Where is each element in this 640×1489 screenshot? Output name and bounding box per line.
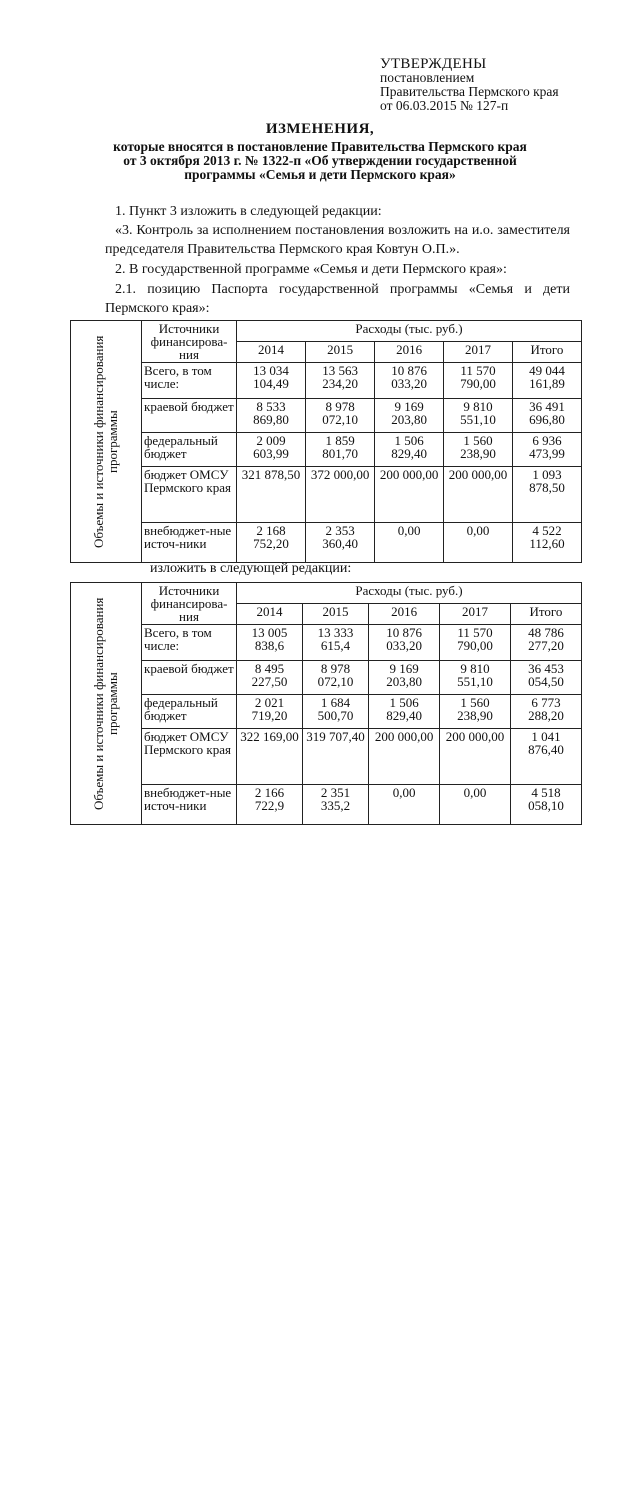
table-row: [71, 433, 582, 467]
value-cell: 0,00: [369, 785, 440, 825]
value-cell: 11 570 790,00: [444, 363, 513, 399]
value-cell: 200 000,00: [440, 729, 511, 785]
side-label-cell: [71, 321, 142, 563]
subtitle-line-2: от 3 октября 2013 г. № 1322-п «Об утверждении государственной: [123, 153, 517, 168]
table-header-row: [71, 321, 582, 342]
source-header: Источники финансирова-ния: [142, 321, 237, 363]
value-cell: 1 093 878,50: [512, 467, 581, 523]
source-cell: федеральный бюджет: [142, 433, 237, 467]
value-cell: 36 453 054,50: [510, 661, 581, 695]
value-cell: 1 041 876,40: [510, 729, 581, 785]
value-cell: 0,00: [444, 523, 513, 563]
value-cell: 36 491 696,80: [512, 399, 581, 433]
side-label: Объемы и источники финансирования программы: [91, 597, 120, 810]
caption: изложить в следующей редакции:: [150, 561, 352, 576]
subtitle-line-3: программы «Семья и дети Пермского края»: [184, 167, 456, 182]
finance-table-new: [70, 582, 582, 825]
paragraph-1: 1. Пункт 3 изложить в следующей редакции:: [115, 204, 382, 219]
value-cell: 4 522 112,60: [512, 523, 581, 563]
source-cell: бюджет ОМСУ Пермского края: [142, 467, 237, 523]
value-cell: 8 978 072,10: [306, 399, 375, 433]
table-row: [71, 661, 582, 695]
table-row: [71, 523, 582, 563]
year-header: 2014: [237, 342, 306, 363]
value-cell: 2 168 752,20: [237, 523, 306, 563]
table-row: [71, 729, 582, 785]
source-cell: Всего, в том числе:: [142, 625, 237, 661]
value-cell: 1 506 829,40: [375, 433, 444, 467]
value-cell: 1 684 500,70: [303, 695, 369, 729]
value-cell: 319 707,40: [303, 729, 369, 785]
table-row: [71, 625, 582, 661]
value-cell: 48 786 277,20: [510, 625, 581, 661]
value-cell: 6 773 288,20: [510, 695, 581, 729]
value-cell: 8 978 072,10: [303, 661, 369, 695]
value-cell: 10 876 033,20: [375, 363, 444, 399]
value-cell: 2 009 603,99: [237, 433, 306, 467]
table-row: [71, 467, 582, 523]
value-cell: 9 810 551,10: [444, 399, 513, 433]
side-label: Объемы и источники финансирования программы: [91, 335, 120, 548]
source-cell: краевой бюджет: [142, 399, 237, 433]
value-cell: 8 533 869,80: [237, 399, 306, 433]
source-cell: краевой бюджет: [142, 661, 237, 695]
value-cell: 11 570 790,00: [440, 625, 511, 661]
table-row: [71, 399, 582, 433]
approved-line-3: от 06.03.2015 № 127-п: [380, 98, 509, 113]
value-cell: 321 878,50: [237, 467, 306, 523]
year-header: 2014: [237, 604, 303, 625]
year-header: 2017: [440, 604, 511, 625]
year-header: 2016: [369, 604, 440, 625]
paragraph-4: 2.1. позицию Паспорта государственной программы «Семья и дети Пермского края»:: [105, 282, 570, 316]
value-cell: 49 044 161,89: [512, 363, 581, 399]
source-cell: бюджет ОМСУ Пермского края: [142, 729, 237, 785]
approved-line-2: Правительства Пермского края: [380, 84, 559, 99]
value-cell: 13 333 615,4: [303, 625, 369, 661]
finance-table-old: [70, 320, 582, 563]
value-cell: 13 005 838,6: [237, 625, 303, 661]
value-cell: 13 034 104,49: [237, 363, 306, 399]
year-header: 2017: [444, 342, 513, 363]
year-header: Итого: [510, 604, 581, 625]
table-row: [71, 695, 582, 729]
expenses-header: Расходы (тыс. руб.): [237, 321, 582, 342]
value-cell: 2 351 335,2: [303, 785, 369, 825]
value-cell: 1 859 801,70: [306, 433, 375, 467]
value-cell: 2 021 719,20: [237, 695, 303, 729]
source-cell: Всего, в том числе:: [142, 363, 237, 399]
value-cell: 200 000,00: [444, 467, 513, 523]
table-row: [71, 785, 582, 825]
value-cell: 2 353 360,40: [306, 523, 375, 563]
value-cell: 6 936 473,99: [512, 433, 581, 467]
year-header: Итого: [512, 342, 581, 363]
year-header: 2015: [303, 604, 369, 625]
approval-stamp: [380, 57, 559, 113]
value-cell: 9 810 551,10: [440, 661, 511, 695]
value-cell: 1 560 238,90: [444, 433, 513, 467]
source-cell: внебюджет-ные источ-ники: [142, 523, 237, 563]
table-row: [71, 363, 582, 399]
value-cell: 372 000,00: [306, 467, 375, 523]
expenses-header: Расходы (тыс. руб.): [237, 583, 582, 604]
subtitle-line-1: которые вносятся в постановление Правительства Пермского края: [113, 139, 527, 154]
value-cell: 8 495 227,50: [237, 661, 303, 695]
paragraph-2: «3. Контроль за исполнением постановления возложить на и.о. заместителя председателя Правительства Пермского края Ковтун О.П.».: [105, 223, 570, 257]
year-header: 2015: [306, 342, 375, 363]
paragraph-3: 2. В государственной программе «Семья и дети Пермского края»:: [115, 262, 507, 277]
value-cell: 322 169,00: [237, 729, 303, 785]
value-cell: 9 169 203,80: [369, 661, 440, 695]
side-label-cell: [71, 583, 142, 825]
year-header: 2016: [375, 342, 444, 363]
value-cell: 4 518 058,10: [510, 785, 581, 825]
value-cell: 0,00: [375, 523, 444, 563]
value-cell: 200 000,00: [369, 729, 440, 785]
value-cell: 200 000,00: [375, 467, 444, 523]
document-title: ИЗМЕНЕНИЯ,: [265, 121, 375, 137]
source-header: Источники финансирова-ния: [142, 583, 237, 625]
document-subtitle: [0, 140, 640, 182]
value-cell: 2 166 722,9: [237, 785, 303, 825]
value-cell: 9 169 203,80: [375, 399, 444, 433]
source-cell: внебюджет-ные источ-ники: [142, 785, 237, 825]
table-header-row: [71, 583, 582, 604]
approved-line-1: постановлением: [380, 70, 475, 85]
value-cell: 13 563 234,20: [306, 363, 375, 399]
approved-title: УТВЕРЖДЕНЫ: [380, 56, 487, 72]
source-cell: федеральный бюджет: [142, 695, 237, 729]
value-cell: 10 876 033,20: [369, 625, 440, 661]
value-cell: 0,00: [440, 785, 511, 825]
value-cell: 1 506 829,40: [369, 695, 440, 729]
value-cell: 1 560 238,90: [440, 695, 511, 729]
